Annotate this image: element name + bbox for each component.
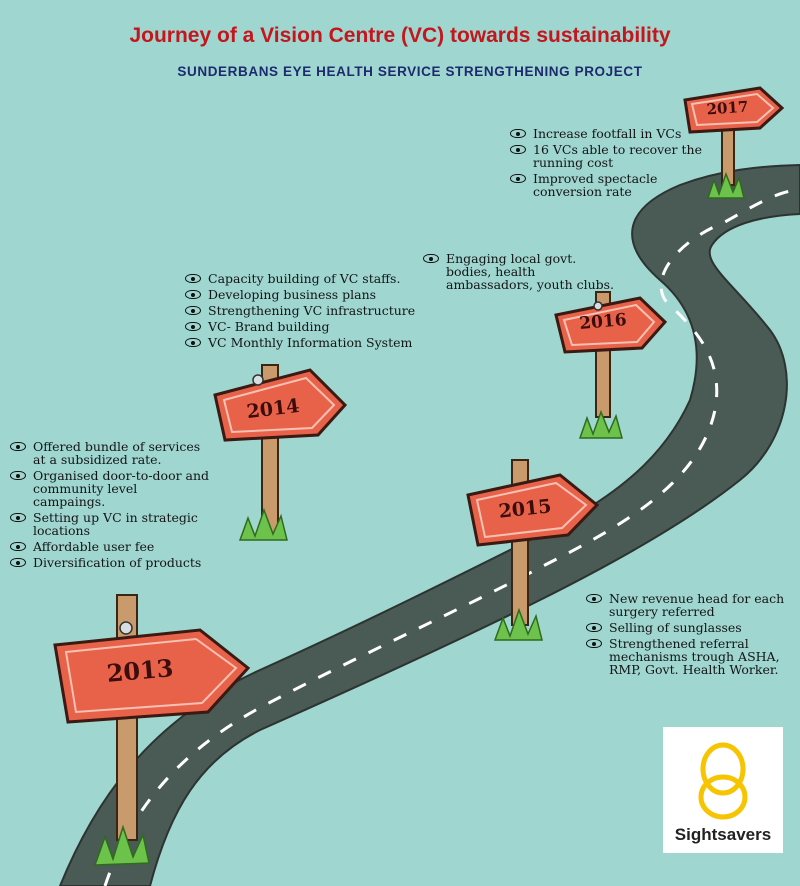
page-title: Journey of a Vision Centre (VC) towards sustainability (129, 24, 671, 47)
milestone-item: Offered bundle of services at a subsidized rate. (10, 440, 210, 466)
eye-icon (185, 338, 201, 347)
milestone-item: Diversification of products (10, 556, 210, 569)
grass-2016 (580, 412, 622, 438)
eye-icon (185, 322, 201, 331)
sign-label-2015: 2015 (497, 495, 553, 523)
sign-label-2013: 2013 (105, 653, 175, 688)
milestones-2015 (586, 592, 791, 679)
milestone-item: Improved spectacle conversion rate (510, 172, 705, 198)
eye-icon (510, 145, 526, 154)
eye-icon (586, 639, 602, 648)
grass-2014 (240, 510, 287, 540)
milestone-item: Selling of sunglasses (586, 621, 791, 634)
milestones-2016 (423, 252, 623, 294)
eye-icon (185, 290, 201, 299)
milestone-item: Developing business plans (185, 288, 425, 301)
milestone-item: Organised door-to-door and community level campaings. (10, 469, 210, 508)
eye-icon (185, 274, 201, 283)
eye-icon (586, 594, 602, 603)
rings-icon (663, 727, 783, 827)
milestone-item: Affordable user fee (10, 540, 210, 553)
eye-icon (510, 174, 526, 183)
eye-icon (185, 306, 201, 315)
sign-2014 (215, 365, 345, 540)
eye-icon (10, 442, 26, 451)
sign-label-2017: 2017 (706, 97, 749, 119)
milestone-item: Strengthening VC infrastructure (185, 304, 425, 317)
milestone-item: VC- Brand building (185, 320, 425, 333)
eye-icon (510, 129, 526, 138)
eye-icon (10, 471, 26, 480)
eye-icon (586, 623, 602, 632)
milestone-item: New revenue head for each surgery referred (586, 592, 791, 618)
milestone-item: VC Monthly Information System (185, 336, 425, 349)
milestone-item: Increase footfall in VCs (510, 127, 705, 140)
eye-icon (10, 542, 26, 551)
eye-icon (10, 558, 26, 567)
milestone-item: Capacity building of VC staffs. (185, 272, 425, 285)
eye-icon (10, 513, 26, 522)
milestones-2014 (185, 272, 425, 352)
eye-icon (423, 254, 439, 263)
sign-label-2016: 2016 (578, 309, 628, 335)
milestone-item: 16 VCs able to recover the running cost (510, 143, 705, 169)
milestones-2017 (510, 127, 705, 201)
milestone-item: Engaging local govt. bodies, health ambassadors, youth clubs. (423, 252, 623, 291)
milestone-item: Setting up VC in strategic locations (10, 511, 210, 537)
milestone-item: Strengthened referral mechanisms trough ASHA, RMP, Govt. Health Worker. (586, 637, 791, 676)
sightsavers-logo (663, 727, 783, 853)
sign-label-2014: 2014 (245, 394, 301, 424)
page-subtitle: SUNDERBANS EYE HEALTH SERVICE STRENGTHENING PROJECT (177, 64, 643, 79)
milestones-2013 (10, 440, 210, 572)
logo-text: Sightsavers (674, 825, 772, 844)
